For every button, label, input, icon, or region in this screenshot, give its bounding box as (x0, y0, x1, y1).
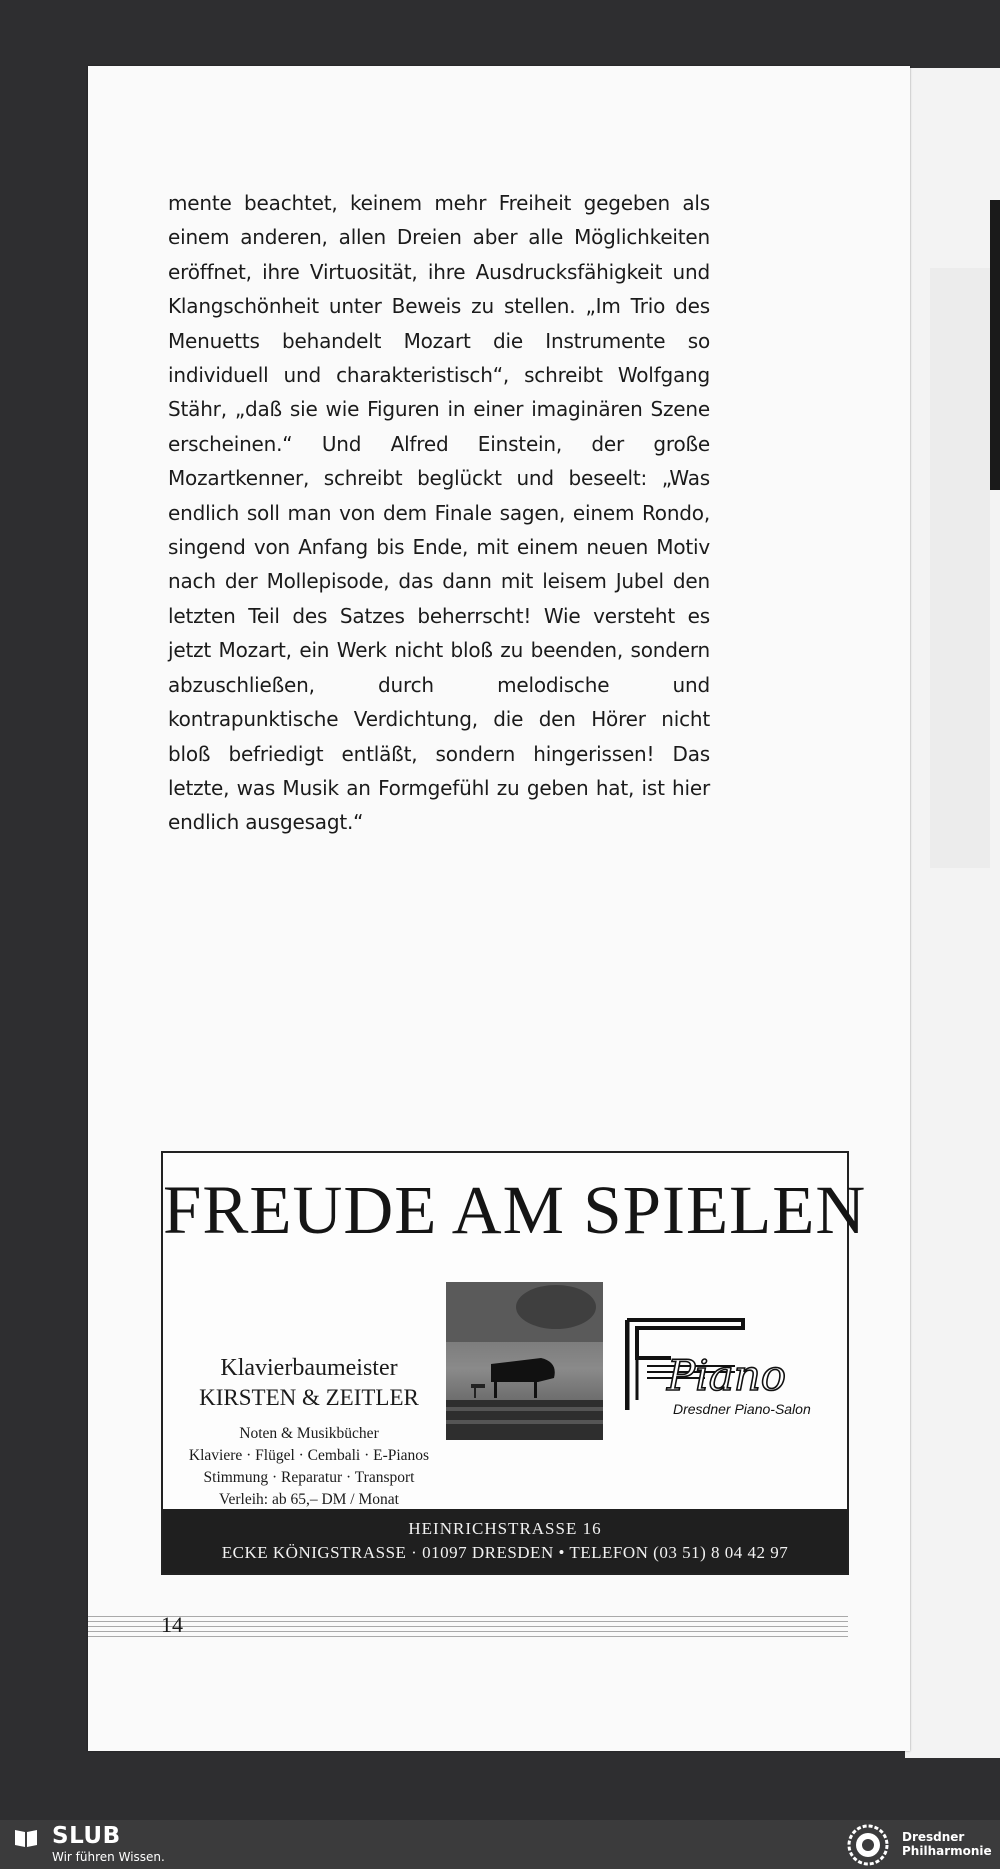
upright-piano-icon (625, 1310, 825, 1420)
philharmonie-logo-icon[interactable] (842, 1823, 894, 1867)
ad-service-line: Stimmung · Reparatur · Transport (203, 1469, 415, 1486)
ad-service-line: Noten & Musikbücher (239, 1425, 379, 1442)
grand-piano-icon (446, 1282, 603, 1440)
viewer-footer-bar (0, 1820, 1000, 1869)
ad-service-line: Verleih: ab 65,– DM / Monat (219, 1491, 399, 1508)
library-logo-text[interactable]: SLUB (52, 1823, 121, 1849)
adjacent-page (905, 68, 1000, 1758)
partner-name: Dresdner Philharmonie (902, 1830, 992, 1858)
ad-headline: FREUDE AM SPIELEN (163, 1172, 867, 1248)
piano-room-photo (446, 1282, 603, 1440)
ad-address-bar (163, 1509, 847, 1573)
bleed-through-area (930, 268, 990, 868)
ad-company-name: KIRSTEN & ZEITLER (199, 1385, 419, 1410)
ad-company-block (173, 1353, 445, 1511)
ad-address-contact: ECKE KÖNIGSTRASSE · 01097 DRESDEN • TELEFON (03 51) 8 04 42 97 (221, 1543, 789, 1562)
advertisement (161, 1151, 867, 1575)
music-staff-rule (88, 1616, 848, 1640)
document-page (88, 66, 910, 1751)
adjacent-page-photo (990, 200, 1000, 490)
library-tagline: Wir führen Wissen. (52, 1850, 165, 1864)
svg-text:Dresdner Piano-Salon: Dresdner Piano-Salon (673, 1401, 811, 1417)
ad-trade: Klavierbaumeister (220, 1355, 398, 1381)
open-book-icon (14, 1828, 38, 1848)
ad-address-street: HEINRICHSTRASSE 16 (408, 1519, 602, 1538)
page-number: 14 (161, 1612, 183, 1637)
ad-service-line: Klaviere · Flügel · Cembali · E-Pianos (188, 1447, 430, 1464)
body-text: mente beachtet, keinem mehr Freiheit gegeben als einem anderen, allen Dreien aber alle Möglichkeiten eröffnet, ihre Virtuosität, ihre Ausdrucksfähigkeit und Klangschönheit unter Beweis zu stellen. „Im Trio des Menuetts behandelt Mozart die Instrumente so individuell und charakteristisch“, schreibt Wolfgang Stähr, „daß sie wie Figuren in einer imaginären Szene erscheinen.“ Und Alfred Einstein, der große Mozartkenner, schreibt beglückt und beseelt: „Was endlich soll man von dem Finale sagen, einem Rondo, singend von Anfang bis Ende, mit einem neuen Motiv nach der Mollepisode, das dann mit leisem Jubel den letzten Teil des Satzes beherrscht! Wie versteht es jetzt Mozart, ein Werk nicht bloß zu beenden, sondern abzuschließen, durch melodische und kontrapunktische Verdichtung, die den Hörer nicht bloß befriedigt entläßt, sondern hingerissen! Das letzte, was Musik an Formgefühl zu geben hat, ist hier endlich ausgesagt.“ (168, 191, 710, 835)
svg-text:Piano: Piano (667, 1351, 787, 1400)
piano-salon-logo (625, 1310, 825, 1420)
